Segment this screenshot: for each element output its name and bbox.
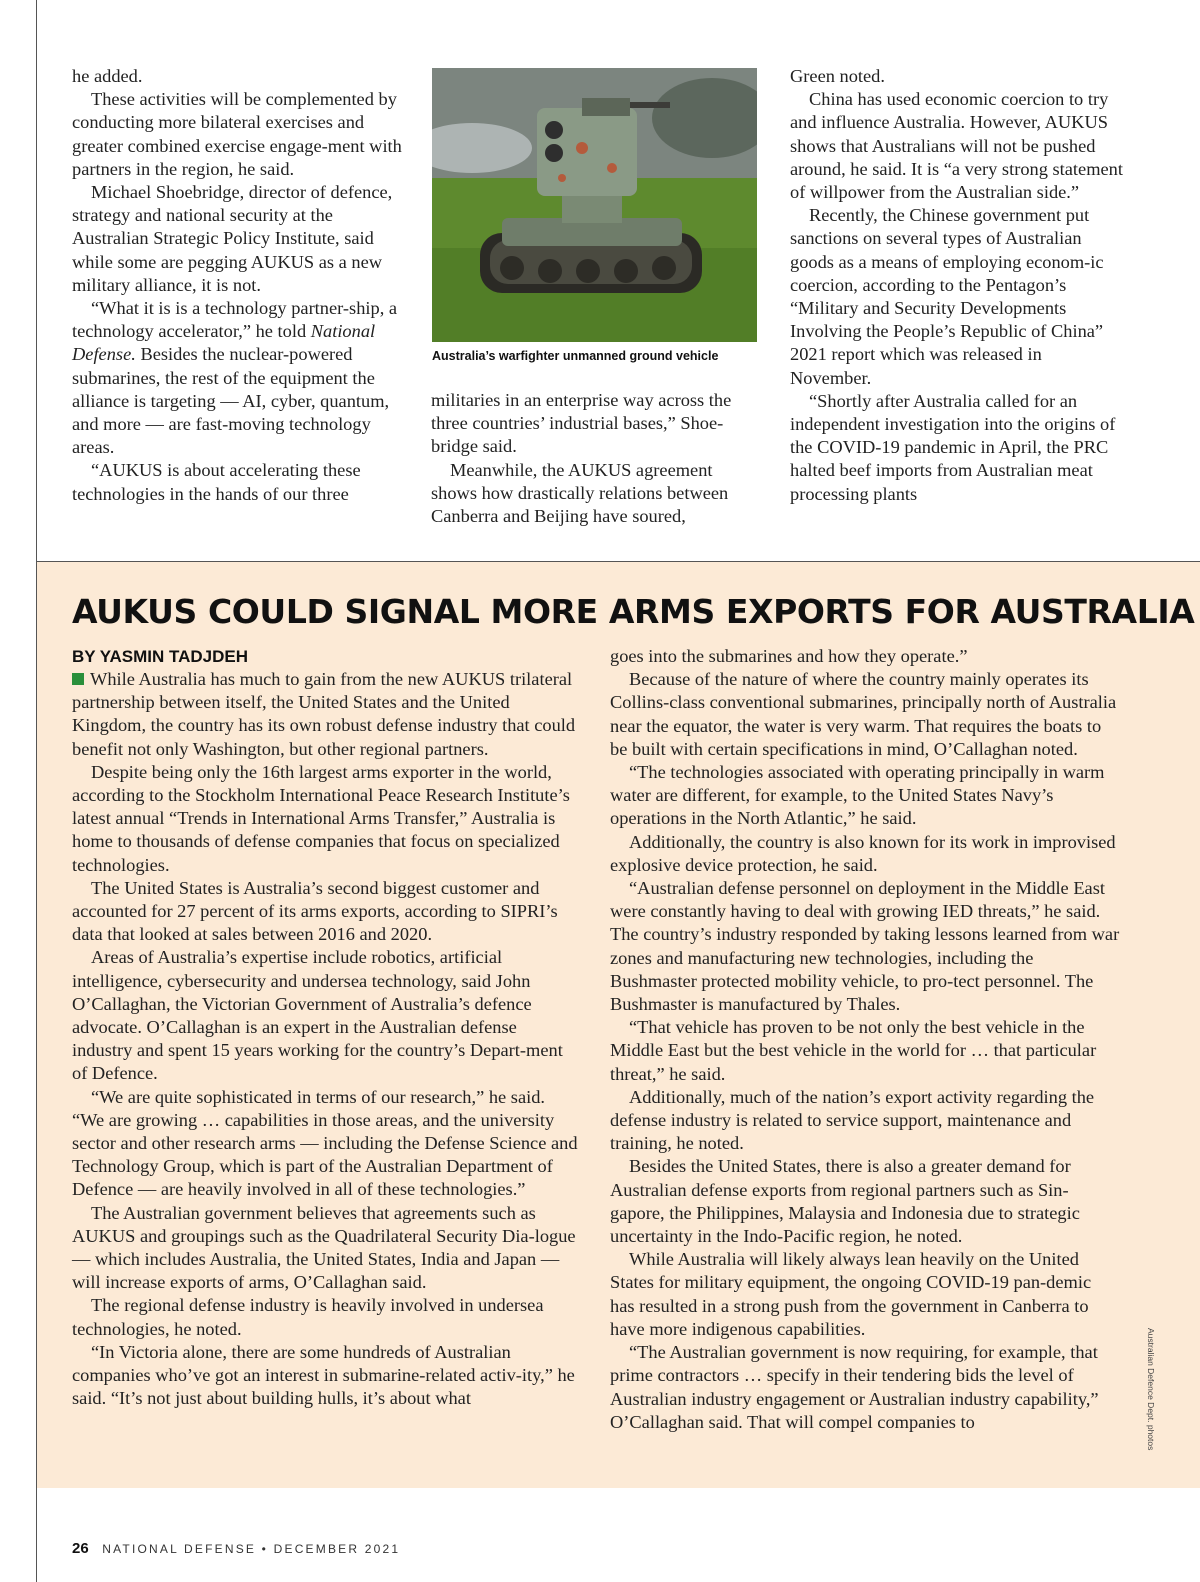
paragraph bbox=[610, 831, 1120, 877]
paragraph-text: Green noted. bbox=[790, 66, 885, 86]
sidebar-byline: BY YASMIN TADJDEH bbox=[72, 647, 249, 666]
paragraph bbox=[610, 645, 1120, 668]
sidebar-headline: AUKUS COULD SIGNAL MORE ARMS EXPORTS FOR AUSTRALIA bbox=[72, 592, 1195, 631]
paragraph-text: Additionally, much of the nation’s export activity regarding the defense industry is related to service support, maintenance and training, he noted. bbox=[610, 1086, 1095, 1154]
paragraph bbox=[431, 389, 763, 459]
issue-date: DECEMBER 2021 bbox=[273, 1542, 401, 1556]
paragraph-text: While Australia has much to gain from the new AUKUS trilateral partnership between itself, the United States and the United Kingdom, the country has its own robust defense industry that could benefit not only Washington, but other regional partners. bbox=[72, 669, 576, 759]
paragraph-text: The Australian government believes that agreements such as AUKUS and groupings such as the Quadrilateral Security Dia-logue — which includes Australia, the United States, India and Japan — will increase exports of arms, O’Callaghan said. bbox=[72, 1202, 576, 1293]
paragraph-text: Despite being only the 16th largest arms exporter in the world, according to the Stockholm International Peace Research Institute’s latest annual “Trends in International Arms Transfer,” Australia is home to thousands of defense companies that focus on specialized technologies. bbox=[72, 761, 570, 875]
paragraph-text: Recently, the Chinese government put sanctions on several types of Australian goods as a means of employing econom-ic coercion, according to the Pentagon’s “Military and Security Developments Involving the People’s Republic of China” 2021 report which was released in November. bbox=[790, 205, 1104, 388]
paragraph bbox=[72, 761, 580, 877]
paragraph-text: “What it is is a technology partner-ship, a technology accelerator,” he told bbox=[72, 298, 398, 342]
footer-separator: • bbox=[261, 1542, 269, 1556]
paragraph-text: Michael Shoebridge, director of defence, strategy and national security at the Australian Strategic Policy Institute, said while some are pegging AUKUS as a new military alliance, it is not. bbox=[72, 182, 393, 295]
paragraph-text: “The Australian government is now requiring, for example, that prime contractors … specify in their tendering bids the level of Australian industry engagement or Australian industry capability,” O’Callaghan said. That will compel companies to bbox=[610, 1342, 1099, 1432]
green-square-bullet-icon bbox=[72, 673, 84, 685]
paragraph-text: These activities will be complemented by conducting more bilateral exercises and greater combined exercise engage-ment with partners in the region, he said. bbox=[72, 89, 402, 179]
paragraph-text: he added. bbox=[72, 66, 143, 86]
paragraph-text: Besides the United States, there is also a greater demand for Australian defense exports from regional partners such as Sin-gapore, the Philippines, Malaysia and Indonesia due to strategic uncertainty in the Indo-Pacific region, he noted. bbox=[610, 1156, 1080, 1247]
paragraph bbox=[790, 88, 1124, 204]
paragraph-text: Additionally, the country is also known for its work in improvised explosive device protection, he said. bbox=[610, 831, 1116, 875]
paragraph bbox=[72, 65, 402, 88]
top-article-column-3 bbox=[790, 65, 1124, 506]
paragraph bbox=[610, 761, 1120, 831]
paragraph-text: “That vehicle has proven to be not only the best vehicle in the Middle East but the best vehicle in the world for … that particular threat,” he said. bbox=[610, 1017, 1097, 1084]
paragraph bbox=[72, 1202, 580, 1295]
paragraph bbox=[72, 877, 580, 947]
paragraph bbox=[610, 1341, 1120, 1434]
paragraph bbox=[790, 390, 1124, 506]
paragraph-text: “Australian defense personnel on deployment in the Middle East were constantly having to deal with growing IED threats,” he said. The country’s industry responded by taking lessons learned from war zones and manufacturing new technologies, including the Bushmaster protected mobility vehicle, to pro-tect personnel. The Bushmaster is manufactured by Thales. bbox=[610, 878, 1120, 1015]
ugv-photo bbox=[432, 68, 757, 342]
paragraph bbox=[72, 668, 580, 761]
paragraph bbox=[72, 88, 402, 181]
paragraph-text: Areas of Australia’s expertise include robotics, artificial intelligence, cybersecurity and undersea technology, said John O’Callaghan, the Victorian Government of Australia’s defence advocate. O’Callaghan is an expert in the Australian defense industry and spent 15 years working for the country’s Depart-ment of Defence. bbox=[72, 947, 563, 1084]
paragraph-text: While Australia will likely always lean heavily on the United States for military equipment, the ongoing COVID-19 pan-demic has resulted in a strong push from the government in Canberra to have more indigenous capabilities. bbox=[610, 1249, 1092, 1339]
paragraph-text: Meanwhile, the AUKUS agreement shows how drastically relations between Canberra and Beijing have soured, bbox=[431, 459, 729, 527]
page-footer bbox=[72, 1540, 400, 1557]
paragraph bbox=[610, 1016, 1120, 1086]
publication-reference: National Defense. bbox=[72, 321, 376, 365]
paragraph-text: “The technologies associated with operating principally in warm water are different, for example, to the United States Navy’s operations in the North Atlantic,” he said. bbox=[610, 762, 1105, 829]
paragraph-text: The United States is Australia’s second biggest customer and accounted for 27 percent of its arms exports, according to SIPRI’s data that looked at sales between 2016 and 2020. bbox=[72, 877, 558, 945]
ugv-vehicle-illustration bbox=[432, 68, 757, 342]
paragraph bbox=[610, 877, 1120, 1016]
paragraph bbox=[72, 1086, 580, 1202]
paragraph bbox=[790, 204, 1124, 390]
paragraph bbox=[431, 459, 763, 529]
paragraph-text: militaries in an enterprise way across the three countries’ industrial bases,” Shoe-bridge said. bbox=[431, 390, 732, 457]
publication-name: NATIONAL DEFENSE bbox=[102, 1542, 257, 1556]
paragraph bbox=[790, 65, 1124, 88]
paragraph bbox=[72, 1341, 580, 1411]
paragraph-text: goes into the submarines and how they operate.” bbox=[610, 646, 968, 666]
paragraph-text: “AUKUS is about accelerating these technologies in the hands of our three bbox=[72, 460, 361, 504]
top-article-column-2 bbox=[431, 389, 763, 528]
paragraph bbox=[72, 1294, 580, 1340]
paragraph-text: China has used economic coercion to try and influence Australia. However, AUKUS shows that Australians will not be pushed around, he said. It is “a very strong statement of willpower from the Australian side.” bbox=[790, 89, 1123, 203]
photo-credit: Australian Defence Dept. photos bbox=[1146, 1328, 1156, 1451]
paragraph bbox=[610, 1248, 1120, 1341]
paragraph-text: Besides the nuclear-powered submarines, the rest of the equipment the alliance is targeting — AI, cyber, quantum, and more — are fast-moving technology areas. bbox=[72, 344, 390, 458]
paragraph-text: The regional defense industry is heavily involved in undersea technologies, he noted. bbox=[72, 1295, 544, 1339]
paragraph bbox=[72, 946, 580, 1085]
page-number: 26 bbox=[72, 1540, 89, 1557]
sidebar-column-2 bbox=[610, 645, 1120, 1434]
photo-caption: Australia’s warfighter unmanned ground vehicle bbox=[432, 349, 719, 363]
paragraph bbox=[72, 181, 402, 297]
paragraph bbox=[610, 668, 1120, 761]
paragraph-text: “We are quite sophisticated in terms of our research,” he said. “We are growing … capabilities in those areas, and the university sector and other research arms — including the Defense Science and Technology Group, which is part of the Australian Department of Defence — are heavily involved in all of these technologies.” bbox=[72, 1086, 578, 1200]
paragraph bbox=[610, 1155, 1120, 1248]
paragraph bbox=[72, 459, 402, 505]
paragraph-text: Because of the nature of where the country mainly operates its Collins-class conventional submarines, principally north of Australia near the equator, the water is very warm. That requires the boats to be built with certain specifications in mind, O’Callaghan noted. bbox=[610, 669, 1117, 759]
paragraph bbox=[610, 1086, 1120, 1156]
paragraph-text: “Shortly after Australia called for an independent investigation into the origins of the COVID-19 pandemic in April, the PRC halted beef imports from Australian meat processing plants bbox=[790, 390, 1116, 504]
paragraph-text: “In Victoria alone, there are some hundreds of Australian companies who’ve got an interest in submarine-related activ-ity,” he said. “It’s not just about building hulls, it’s about what bbox=[72, 1341, 575, 1409]
sidebar-column-1 bbox=[72, 668, 580, 1411]
top-article-column-1 bbox=[72, 65, 402, 506]
paragraph bbox=[72, 297, 402, 459]
